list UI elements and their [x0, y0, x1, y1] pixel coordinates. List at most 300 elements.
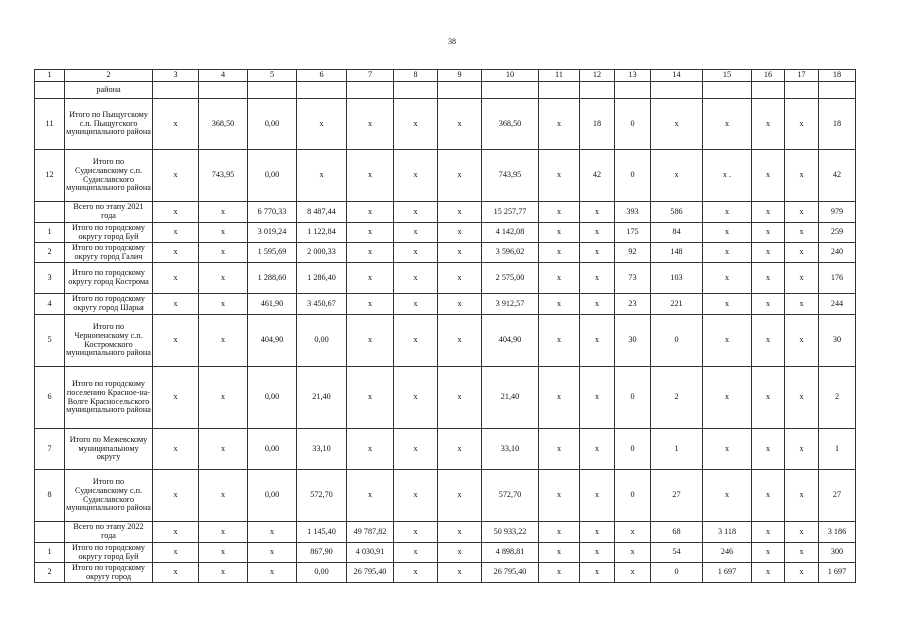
table-cell	[785, 82, 819, 99]
table-row	[35, 470, 856, 522]
row-name-cell: Итого по городскому округу город Кострома	[65, 263, 153, 294]
table-cell: х	[153, 522, 199, 543]
table-cell: х	[438, 223, 482, 243]
table-cell: 21,40	[297, 367, 347, 429]
table-cell: х	[153, 367, 199, 429]
column-number-cell: 9	[438, 70, 482, 82]
column-number-cell: 2	[65, 70, 153, 82]
table-cell: х	[785, 99, 819, 150]
table-cell: х	[394, 367, 438, 429]
table-cell: 0	[651, 563, 703, 583]
table-cell: 3 450,67	[297, 294, 347, 315]
table-cell: х	[394, 294, 438, 315]
table-cell: х	[438, 563, 482, 583]
table-row	[35, 522, 856, 543]
table-cell: х	[580, 223, 615, 243]
column-number-cell: 14	[651, 70, 703, 82]
table-cell: х	[199, 522, 248, 543]
column-number-cell: 7	[347, 70, 394, 82]
table-cell: 175	[615, 223, 651, 243]
table-cell: 2 000,33	[297, 243, 347, 263]
table-cell: 240	[819, 243, 856, 263]
table-row	[35, 223, 856, 243]
table-row	[35, 263, 856, 294]
row-number-cell: 3	[35, 263, 65, 294]
table-cell	[615, 82, 651, 99]
row-name-cell: Итого по Судиславскому с.п. Судиславского муниципального района	[65, 470, 153, 522]
table-cell	[347, 82, 394, 99]
table-cell: 1 286,40	[297, 263, 347, 294]
table-cell: х	[785, 470, 819, 522]
table-cell: х	[394, 543, 438, 563]
table-cell: 30	[819, 315, 856, 367]
table-cell: х	[199, 223, 248, 243]
row-name-cell: Итого по Чернопенскому с.п. Костромского муниципального района	[65, 315, 153, 367]
table-cell: х	[703, 470, 752, 522]
table-cell: 0	[615, 367, 651, 429]
table-cell: 0	[615, 470, 651, 522]
table-cell: х	[153, 470, 199, 522]
table-cell: х	[539, 367, 580, 429]
table-cell: х	[752, 315, 785, 367]
table-cell: х	[752, 543, 785, 563]
table-cell: х	[752, 294, 785, 315]
row-number-cell: 2	[35, 563, 65, 583]
header-row	[35, 70, 856, 82]
table-cell: х	[347, 367, 394, 429]
table-cell: х	[752, 202, 785, 223]
table-cell: х	[153, 150, 199, 202]
table-cell: х	[539, 150, 580, 202]
table-cell: х	[394, 315, 438, 367]
table-cell: х	[752, 243, 785, 263]
table-cell	[651, 82, 703, 99]
table-cell: х	[785, 429, 819, 470]
table-cell: 300	[819, 543, 856, 563]
table-cell: х	[153, 294, 199, 315]
table-cell: 148	[651, 243, 703, 263]
table-cell: 33,10	[482, 429, 539, 470]
table-cell: х	[438, 150, 482, 202]
table-cell: 0,00	[248, 99, 297, 150]
table-cell: 461,90	[248, 294, 297, 315]
table-cell	[297, 82, 347, 99]
table-cell: х	[438, 522, 482, 543]
table-cell: 3 912,57	[482, 294, 539, 315]
table-cell: х	[394, 470, 438, 522]
column-number-cell: 12	[580, 70, 615, 82]
table-cell: х	[438, 429, 482, 470]
table-cell: х	[785, 223, 819, 243]
table-cell: 84	[651, 223, 703, 243]
table-cell: х	[394, 563, 438, 583]
table-row	[35, 243, 856, 263]
table-cell: х	[785, 563, 819, 583]
table-cell: 0,00	[248, 470, 297, 522]
table-cell: х	[580, 243, 615, 263]
table-cell: 1 697	[703, 563, 752, 583]
table-cell: х	[785, 202, 819, 223]
table-cell: 73	[615, 263, 651, 294]
table-cell: х	[394, 99, 438, 150]
column-number-cell: 17	[785, 70, 819, 82]
table-cell: х	[580, 563, 615, 583]
table-cell: х	[539, 243, 580, 263]
table-cell: х	[785, 243, 819, 263]
table-cell: 572,70	[482, 470, 539, 522]
row-name-cell: Всего по этапу 2021 года	[65, 202, 153, 223]
table-cell: 244	[819, 294, 856, 315]
table-cell: х	[347, 263, 394, 294]
table-cell: х	[438, 99, 482, 150]
table-cell: 1 288,60	[248, 263, 297, 294]
table-cell: х	[539, 543, 580, 563]
table-cell: х	[580, 294, 615, 315]
column-number-cell: 16	[752, 70, 785, 82]
table-cell: 1 145,40	[297, 522, 347, 543]
table-row	[35, 99, 856, 150]
table-cell: 0,00	[248, 150, 297, 202]
table-cell: х	[347, 294, 394, 315]
row-number-cell: 5	[35, 315, 65, 367]
table-row	[35, 429, 856, 470]
table-cell: х	[347, 429, 394, 470]
table-cell: 404,90	[482, 315, 539, 367]
table-cell: 2	[651, 367, 703, 429]
table-cell: х	[297, 99, 347, 150]
table-cell: х	[394, 223, 438, 243]
column-number-cell: 8	[394, 70, 438, 82]
table-cell: х	[785, 263, 819, 294]
table-cell: х	[199, 202, 248, 223]
row-name-cell: района	[65, 82, 153, 99]
table-cell: х	[539, 263, 580, 294]
row-number-cell: 4	[35, 294, 65, 315]
table-cell: х	[580, 202, 615, 223]
table-cell: 979	[819, 202, 856, 223]
column-number-cell: 4	[199, 70, 248, 82]
table-cell: х	[199, 367, 248, 429]
table-cell: 1 697	[819, 563, 856, 583]
table-cell: х	[752, 522, 785, 543]
table-cell: х	[785, 315, 819, 367]
table-cell: х	[703, 99, 752, 150]
table-cell	[394, 82, 438, 99]
table-cell: х	[703, 202, 752, 223]
table-row	[35, 150, 856, 202]
table-cell: х	[785, 367, 819, 429]
table-cell: 103	[651, 263, 703, 294]
table-cell: х	[615, 543, 651, 563]
table-row	[35, 563, 856, 583]
table-cell: 26 795,40	[482, 563, 539, 583]
table-cell	[482, 82, 539, 99]
table-cell: х	[615, 522, 651, 543]
column-number-cell: 13	[615, 70, 651, 82]
table-cell: х	[539, 470, 580, 522]
table-cell: х	[703, 294, 752, 315]
table-cell: х	[347, 315, 394, 367]
table-cell: 0,00	[248, 429, 297, 470]
table-cell: х	[153, 429, 199, 470]
table-cell: х	[394, 522, 438, 543]
table-cell: 27	[819, 470, 856, 522]
row-name-cell: Итого по Межевскому муниципальному округу	[65, 429, 153, 470]
table-cell: 1	[819, 429, 856, 470]
table-cell: 4 142,08	[482, 223, 539, 243]
table-cell: х	[785, 294, 819, 315]
table-cell: х	[703, 315, 752, 367]
table-cell: 42	[819, 150, 856, 202]
table-cell: 3 019,24	[248, 223, 297, 243]
table-cell: х	[580, 429, 615, 470]
table-cell: х	[153, 543, 199, 563]
table-cell: х	[703, 243, 752, 263]
row-number-cell: 6	[35, 367, 65, 429]
table-cell: х	[248, 522, 297, 543]
row-number-cell: 12	[35, 150, 65, 202]
table-cell: х	[438, 543, 482, 563]
table-cell: 176	[819, 263, 856, 294]
table-cell: 221	[651, 294, 703, 315]
table-row	[35, 82, 856, 99]
table-cell: х	[153, 223, 199, 243]
column-number-cell: 6	[297, 70, 347, 82]
table-cell: 27	[651, 470, 703, 522]
table-cell	[752, 82, 785, 99]
row-number-cell	[35, 82, 65, 99]
table-row	[35, 294, 856, 315]
table-cell: х	[153, 202, 199, 223]
table-cell: 743,95	[199, 150, 248, 202]
table-cell: 743,95	[482, 150, 539, 202]
table-cell: х	[580, 367, 615, 429]
table-cell: х	[438, 315, 482, 367]
table-cell: х	[752, 563, 785, 583]
table-cell	[580, 82, 615, 99]
row-number-cell: 1	[35, 223, 65, 243]
table-cell: 572,70	[297, 470, 347, 522]
table-cell: 49 787,82	[347, 522, 394, 543]
table-cell: х	[248, 543, 297, 563]
table-cell: 368,50	[199, 99, 248, 150]
table-cell: х	[153, 99, 199, 150]
table-cell: х	[438, 294, 482, 315]
table-cell: х	[651, 99, 703, 150]
table-cell: 404,90	[248, 315, 297, 367]
table-cell: 1 122,84	[297, 223, 347, 243]
table-cell: 54	[651, 543, 703, 563]
table-cell: х	[347, 99, 394, 150]
table-cell: х	[347, 243, 394, 263]
column-number-cell: 3	[153, 70, 199, 82]
table-cell: х	[785, 522, 819, 543]
table-cell: х	[394, 202, 438, 223]
row-number-cell: 11	[35, 99, 65, 150]
table-cell: х	[580, 315, 615, 367]
table-cell: х	[199, 294, 248, 315]
row-number-cell: 7	[35, 429, 65, 470]
table-cell: х	[394, 243, 438, 263]
row-name-cell: Итого по городскому округу город	[65, 563, 153, 583]
table-row	[35, 202, 856, 223]
table-cell: х	[394, 263, 438, 294]
table-cell: х	[539, 99, 580, 150]
table-cell: х	[394, 429, 438, 470]
table-cell: 30	[615, 315, 651, 367]
table-cell: 2	[819, 367, 856, 429]
table-cell	[438, 82, 482, 99]
table-cell	[819, 82, 856, 99]
table-row	[35, 543, 856, 563]
table-cell: х	[199, 263, 248, 294]
column-number-cell: 11	[539, 70, 580, 82]
table-cell: х	[752, 429, 785, 470]
table-cell: х	[438, 202, 482, 223]
table-cell: 6 770,33	[248, 202, 297, 223]
table-cell: х	[752, 223, 785, 243]
table-cell: 42	[580, 150, 615, 202]
table-cell: х	[752, 263, 785, 294]
table-cell: х	[347, 150, 394, 202]
table-cell: х	[752, 150, 785, 202]
table-cell: х	[539, 429, 580, 470]
table-cell: 50 933,22	[482, 522, 539, 543]
table-cell: 586	[651, 202, 703, 223]
table-cell: 26 795,40	[347, 563, 394, 583]
table-cell	[153, 82, 199, 99]
table-cell: 2 575,00	[482, 263, 539, 294]
table-cell: 246	[703, 543, 752, 563]
table-cell: х	[347, 202, 394, 223]
table-cell: х	[615, 563, 651, 583]
table-cell	[199, 82, 248, 99]
row-number-cell	[35, 522, 65, 543]
table-cell: 15 257,77	[482, 202, 539, 223]
column-number-cell: 10	[482, 70, 539, 82]
column-number-cell: 1	[35, 70, 65, 82]
table-cell: х	[199, 243, 248, 263]
table-cell: х	[199, 315, 248, 367]
table-cell: х	[539, 294, 580, 315]
row-name-cell: Итого по городскому округу город Буй	[65, 223, 153, 243]
table-cell: х	[199, 429, 248, 470]
table-cell: 393	[615, 202, 651, 223]
table-cell: 4 030,91	[347, 543, 394, 563]
table-cell: х	[438, 263, 482, 294]
table-cell: х	[199, 470, 248, 522]
table-cell: 4 898,81	[482, 543, 539, 563]
table-cell: х	[199, 563, 248, 583]
table-cell: 0,00	[248, 367, 297, 429]
table-cell: х	[651, 150, 703, 202]
table-cell: 8 487,44	[297, 202, 347, 223]
table-cell: 0,00	[297, 563, 347, 583]
table-cell: 259	[819, 223, 856, 243]
table-cell: х	[347, 470, 394, 522]
table-cell: 1	[651, 429, 703, 470]
table-cell: х	[580, 522, 615, 543]
table-cell: х	[394, 150, 438, 202]
row-name-cell: Итого по городскому округу город Буй	[65, 543, 153, 563]
table-cell: х	[153, 563, 199, 583]
table-cell	[248, 82, 297, 99]
table-cell: 0,00	[297, 315, 347, 367]
data-table	[34, 69, 856, 583]
table-cell: х	[785, 150, 819, 202]
table-cell: 3 596,02	[482, 243, 539, 263]
table-cell: х	[153, 263, 199, 294]
row-name-cell: Итого по Судиславскому с.п. Судиславского муниципального района	[65, 150, 153, 202]
table-cell: х	[580, 543, 615, 563]
page-number: 38	[448, 37, 456, 46]
table-cell: х	[438, 470, 482, 522]
table-cell: 18	[819, 99, 856, 150]
table-cell: 368,50	[482, 99, 539, 150]
table-cell: 0	[615, 429, 651, 470]
table-cell: 21,40	[482, 367, 539, 429]
table-cell: х	[580, 470, 615, 522]
table-cell: х	[438, 367, 482, 429]
column-number-cell: 18	[819, 70, 856, 82]
column-number-cell: 15	[703, 70, 752, 82]
table-cell: х	[703, 367, 752, 429]
table-cell: 3 118	[703, 522, 752, 543]
table-cell: 18	[580, 99, 615, 150]
table-cell: х	[297, 150, 347, 202]
table-cell: х	[580, 263, 615, 294]
row-name-cell: Итого по городскому округу город Галич	[65, 243, 153, 263]
table-cell: 0	[615, 150, 651, 202]
table-row	[35, 367, 856, 429]
table-cell: х	[539, 522, 580, 543]
table-cell: 23	[615, 294, 651, 315]
table-cell: х	[153, 243, 199, 263]
row-name-cell: Итого по Пыщугскому с.п. Пыщугского муниципального района	[65, 99, 153, 150]
table-cell: х	[703, 223, 752, 243]
row-number-cell: 8	[35, 470, 65, 522]
table-cell: х	[539, 202, 580, 223]
table-cell: х	[539, 223, 580, 243]
table-cell: х	[703, 429, 752, 470]
table-cell: 0	[615, 99, 651, 150]
row-name-cell: Всего по этапу 2022 года	[65, 522, 153, 543]
table-cell: 867,90	[297, 543, 347, 563]
table-cell: 3 186	[819, 522, 856, 543]
table-cell	[703, 82, 752, 99]
table-cell: х	[347, 223, 394, 243]
row-number-cell: 2	[35, 243, 65, 263]
table-cell: х	[539, 315, 580, 367]
table-cell: х	[248, 563, 297, 583]
table-cell: 0	[651, 315, 703, 367]
table-cell: х	[785, 543, 819, 563]
table-cell: х	[752, 367, 785, 429]
table-cell: х	[539, 563, 580, 583]
row-name-cell: Итого по городскому округу город Шарья	[65, 294, 153, 315]
table-cell: 68	[651, 522, 703, 543]
table-cell: х	[153, 315, 199, 367]
table-cell: х	[438, 243, 482, 263]
table-cell: 1 595,69	[248, 243, 297, 263]
row-name-cell: Итого по городскому поселению Красное-на-Волге Красносельского муниципального района	[65, 367, 153, 429]
table-cell: х	[752, 99, 785, 150]
table-cell: х	[199, 543, 248, 563]
table-cell: х .	[703, 150, 752, 202]
row-number-cell: 1	[35, 543, 65, 563]
column-number-cell: 5	[248, 70, 297, 82]
table-cell: 33,10	[297, 429, 347, 470]
